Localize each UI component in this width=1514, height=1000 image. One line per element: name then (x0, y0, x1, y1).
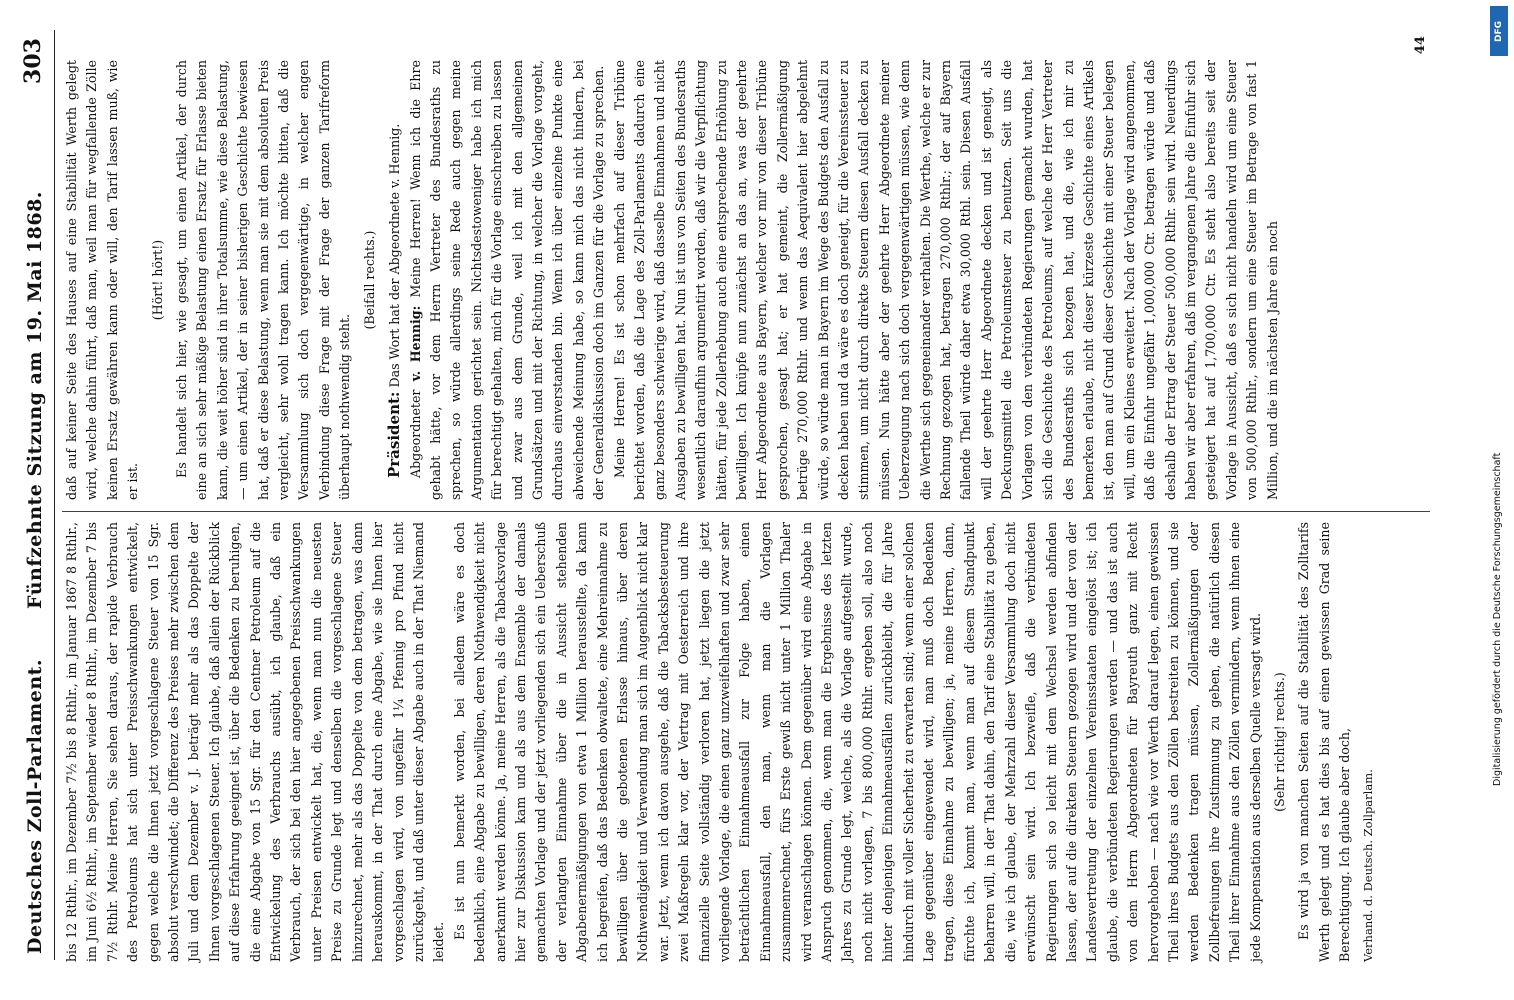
column-divider (62, 511, 1430, 512)
right-paragraph-1: daß auf keiner Seite des Hauses auf eine Stabilität Werth gelegt wird, welche dahin führt, daß man, weil man für wegfallende Zölle keinen Ersatz gewähren kann oder will, den Tarif lassen muß, wie er ist. (64, 60, 141, 500)
speaker-name: v. Hennig: (407, 305, 423, 382)
right-paragraph-2: Es handelt sich hier, wie gesagt, um einen Artikel, der durch eine an sich sehr mäßige Belastung einen Ersatz für Erlasse bieten kann, die weit höher sind in ihrer Totalsumme, wie diese Belastung, — um einen Artikel, der in seiner bisherigen Geschichte bewiesen hat, daß er diese Belastung, wenn man sie mit dem absoluten Preis vergleicht, sehr wohl tragen kann. Ich möchte bitten, daß die Versammlung sich doch vergegenwärtige, in welcher engen Verbindung diese Frage mit der Frage der ganzen Tarifreform überhaupt nothwendig steht. (174, 60, 353, 500)
right-applause-2: (Beifall rechts.) (361, 230, 377, 330)
left-column (62, 522, 1430, 962)
president-text: Das Wort hat der Abgeordnete v. Hennig. (387, 123, 403, 388)
speaker-text: Meine Herren! Wenn ich die Ehre gehabt hätte, vor dem Herrn Vertreter des Bundesraths zu sprechen, so würde allerdings seine Rede auch gegen meine Argumentation gerichtet sein. Nichtsdestoweniger habe ich mich für berechtigt gehalten, mich für die Vorlage einschreiben zu lassen und zwar aus dem Grunde, weil ich mit den allgemeinen Grundsätzen und mit der Richtung, in welcher die Vorlage vorgeht, durchaus einverstanden bin. Wenn ich über einzelne Punkte eine abweichende Meinung habe, so kann mich das nicht hindern, bei der Generaldiskussion doch im Ganzen für die Vorlage zu sprechen. (407, 60, 607, 500)
president-line (384, 60, 405, 500)
dfg-logo: DFG (1490, 6, 1508, 56)
president-label: Präsident: (385, 391, 404, 478)
left-applause: (Sehr richtig! rechts.) (1271, 672, 1287, 812)
dfg-sidebar (1486, 0, 1514, 1000)
left-paragraph-2: Es ist nun bemerkt worden, bei alledem wäre es doch bedenklich, eine Abgabe zu bewilligen, deren Nothwendigkeit nicht anerkannt werden könne. Ja, meine Herren, als die Tabacksvorlage hier zur Diskussion kam und als aus dem Ensemble der damals gemachten Vorlage und der jetzt vorliegenden sich ein Ueberschuß der verlangten Einnahme über die in Aussicht stehenden Abgabenermäßigungen von etwa 1 Million herausstellte, da kann ich begreifen, daß das Bedenken obwaltete, eine Mehreinnahme zu bewilligen über die gebotenen Erlasse hinaus, über deren Nothwendigkeit und Verwendung man sich im Augenblick nicht klar war. Jetzt, wenn ich davon ausgehe, daß die Tabacksbesteuerung zwei Maßregeln klar vor, der Vertrag mit Oesterreich und ihre finanzielle Seite vollständig verloren hat, jetzt liegen die jetzt vorliegende Vorlage, die einen ganz unzweifelhaften und zwar sehr beträchtlichen Einnahmeausfall zur Folge haben, einen Einnahmeausfall, den man, wenn man die Vorlagen zusammenrechnet, fürs Erste gewiß nicht unter 1 Million Thaler wird veranschlagen können. Dem gegenüber wird eine Abgabe in Anspruch genommen, die, wenn man die Ergebnisse des letzten Jahres zu Grunde legt, welche, als die Vorlage aufgestellt wurde, noch nicht vorlagen, 7 bis 800,000 Rthlr. ergeben soll, also noch hinter denjenigen Einnahmeausfällen zurückbleibt, die für Jahre hindurch mit voller Sicherheit zu erwarten sind; wenn einer solchen Lage gegenüber eingewendet wird, man muß doch Bedenken tragen, diese Einnahme zu bewilligen; ja, meine Herren, dann, fürchte ich, kommt man, wenn man auf diesem Standpunkt beharren will, in der That dahin, den Tarif eine Stabilität zu geben, die, wie ich glaube, der Mehrzahl dieser Versammlung doch nicht erwünscht sein wird. Ich bezweifle, daß die verbündeten Regierungen sich so leicht mit dem Wechsel werden abfinden lassen, der auf die direkten Steuern gezogen wird und der von der Landesvertretung der einzelnen Vereinsstaaten eingelöst ist; ich glaube, die verbündeten Regierungen werden — und das ist auch von dem Herrn Abgeordneten für Bayreuth ganz mit Recht hervorgehoben — nach wie vor Werth darauf legen, einen gewissen Theil ihres Budgets aus den Zöllen bestreiten zu können, und sie werden Bedenken tragen müssen, Zollermäßigungen oder Zollbefreiungen ihre Zustimmung zu geben, die natürlich diesen Theil ihrer Einnahme aus den Zöllen vermindern, wenn ihnen eine jede Kompensation aus derselben Quelle versagt wird. (451, 522, 1263, 962)
left-footnote: Verhand. d. Deutsch. Zollparlam. (1360, 769, 1375, 962)
page-header (12, 30, 55, 960)
sheet-marker: 44 (1413, 36, 1428, 55)
right-paragraph-4: Meine Herren! Es ist schon mehrfach auf dieser Tribüne berichtet worden, daß die Lage des Zoll-Parlaments dadurch eine ganz besonders schwierige wird, daß dasselbe Einnahmen und nicht Ausgaben zu bewilligen hat. Nun ist uns von Seiten des Bundesraths wesentlich daraufhin argumentirt worden, daß wir die Verpflichtung hätten, für jede Zollerhebung auch eine entsprechende Erhöhung zu bewilligen. Ich knüpfe nun zunächst an das an, was der geehrte Herr Abgeordnete aus Bayern, welcher vor mir von dieser Tribüne gesprochen, gesagt hat; er hat gemeint, die Zollermäßigung betrüge 270,000 Rthlr. und wenn das Aequivalent hier abgelehnt würde, so würde man in Bayern im Wege des Budgets den Ausfall zu decken haben und da wäre es doch geneigt, für die Vereinssteuer zu stimmen, um nicht durch direkte Steuern diesen Ausfall decken zu müssen. Nun hätte aber der geehrte Herr Abgeordnete meiner Ueberzeugung nach sich doch vergegenwärtigen müssen, wie denn die Werthe sich gegeneinander verhalten. Die Werthe, welche er zur Rechnung gezogen hat, betragen 270,000 Rthlr.; der auf Bayern fallende Theil würde daher etwa 30,000 Rthl. sein. Diesen Ausfall will der geehrte Herr Abgeordnete decken und ist geneigt, als Deckungsmittel die Petroleumsteuer zu benutzen. Seit uns die Vorlagen von den verbündeten Regierungen gemacht wurden, hat sich die Geschichte des Petroleums, auf welche der Herr Vertreter des Bundesraths sich bezogen hat, und die, wie ich mir zu bemerken erlaube, nicht dieser kürzeste Geschichte eines Artikels ist, den man auf Grund dieser Geschichte mit einer Steuer belegen will, um ein Kleines erweitert. Nach der Vorlage wird angenommen, daß die Einfuhr ungefähr 1,000,000 Ctr. betragen würde und daß deshalb der Ertrag der Steuer 500,000 Rthlr. sein wird. Neuerdings haben wir aber erfahren, daß im vergangenen Jahre die Einfuhr sich gesteigert hat auf 1,700,000 Ctr. Es steht also bereits seit der Vorlage in Aussicht, daß es sich nicht handeln wird um eine Steuer von 500,000 Rthlr., sondern um eine Steuer im Betrage von fast 1 Million, und die im nächsten Jahre ein noch (611, 60, 1280, 500)
left-paragraph-3: Es wird ja von manchen Seiten auf die Stabilität des Zolltarifs Werth gelegt und es hat dies bis auf einen gewissen Grad seine Berechtigung. Ich glaube aber doch, (1296, 522, 1353, 962)
right-column (62, 60, 1430, 500)
header-title: Fünfzehnte Sitzung am 19. Mai 1868. (24, 191, 46, 609)
header-left: Deutsches Zoll-Parlament. (24, 658, 46, 954)
left-paragraph-1: bis 12 Rthlr., im Dezember 7½ bis 8 Rthlr., im Januar 1867 8 Rthlr., im Juni 6½ Rthlr., im September wieder 8 Rthlr., im Dezember 7 bis 7½ Rthlr. Meine Herren, Sie sehen daraus, der rapide Verbrauch des Petroleums hat sich unter Preisschwankungen entwickelt, gegen welche die Ihnen jetzt vorgeschlagene Steuer von 15 Sgr. absolut verschwindet; die Differenz des Preises mehr zwischen dem Juli und dem Dezember v. J. beträgt mehr als das Doppelte der Ihnen vorgeschlagenen Steuer. Ich glaube, daß allein der Rückblick auf diese Erfahrung geeignet ist, über die Bedenken zu beruhigen, die eine Abgabe von 15 Sgr. für den Centner Petroleum auf die Entwickelung des Verbrauchs ausübt, ich glaube, daß ein Verbrauch, der sich bei den hier angegebenen Preisschwankungen unter Preisen entwickelt hat, die, wenn man nun die neuesten Preise zu Grunde legt und denselben die vorgeschlagene Steuer hinzurechnet, mehr als das Doppelte von dem betragen, was dann herauskommt, in der That durch eine Abgabe, wie sie Ihnen hier vorgeschlagen wird, von ungefähr 1¼ Pfennig pro Pfund nicht zurückgeht, und daß unter dieser Abgabe auch in der That Niemand leidet. (64, 522, 447, 962)
page-number: 303 (20, 38, 46, 84)
speaker-intro: Abgeordneter (407, 389, 423, 478)
dfg-credit-text: Digitalisierung gefördert durch die Deutsche Forschungsgemeinschaft (1492, 452, 1503, 786)
right-paragraph-3 (406, 60, 610, 500)
right-applause-1: (Hört! hört!) (149, 239, 165, 321)
